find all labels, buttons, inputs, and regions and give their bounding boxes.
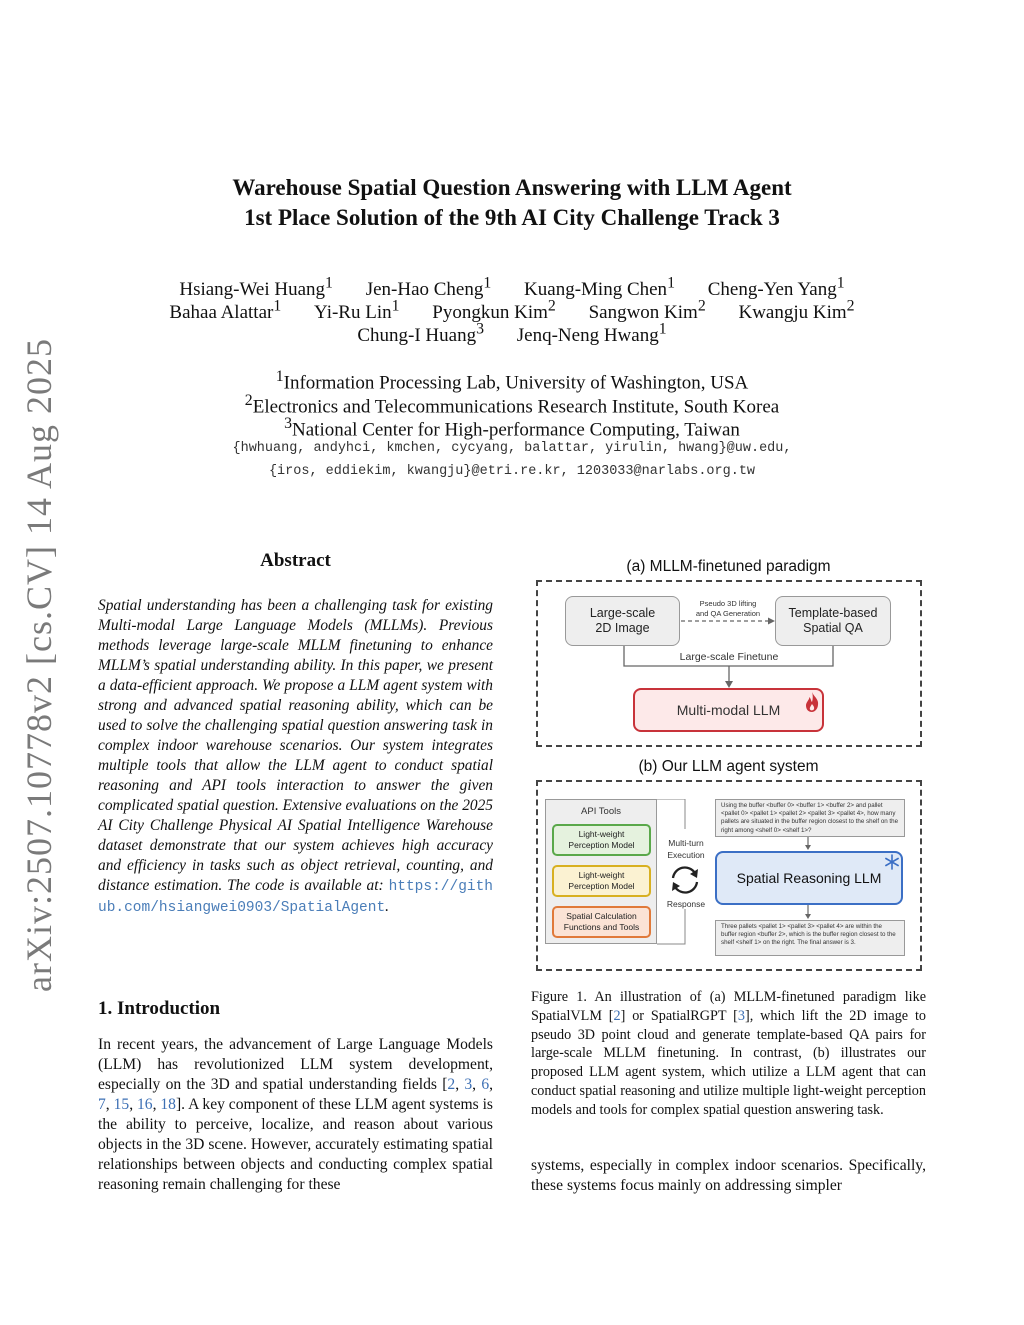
spatial-calc-tool: Spatial Calculation Functions and Tools: [552, 906, 651, 938]
author: Yi-Ru Lin$^1$: [314, 298, 400, 324]
figure-1-caption: Figure 1. An illustration of (a) MLLM-finetuned paradigm like SpatialVLM [2] or SpatialRGPT [3], which lift the 2D image to pseudo 3D point cloud and generate template-based QA pairs for large-scale MLLM finetuning. In contrast, (b) illustrates our proposed LLM agent system, which utilize a LLM agent that can conduct spatial reasoning and utilize multiple light-weight perception models and tools for complex spatial question answering task.: [531, 989, 926, 1118]
citation-link[interactable]: 18: [160, 1096, 176, 1113]
answer-box: Three pallets <pallet 1> <pallet 3> <pallet 4> are within the buffer region <buffer 2>, which is the buffer region closest to the shelf <shelf 1> on the right. The final answer is 3.: [715, 920, 905, 956]
intro-paragraph-right: systems, especially in complex indoor scenarios. Specifically, these systems focus mainly on addressing simpler: [531, 1157, 926, 1194]
large-scale-2d-image-box: Large-scale 2D Image: [565, 596, 680, 646]
author: Pyongkun Kim$^2$: [432, 298, 556, 324]
multimodal-llm-box: Multi-modal LLM: [633, 688, 824, 732]
author: Hsiang-Wei Huang$^1$: [179, 275, 333, 301]
author: Kuang-Ming Chen$^1$: [524, 275, 675, 301]
author: Kwangju Kim$^2$: [738, 298, 855, 324]
fire-icon: [803, 691, 821, 713]
multi-turn-label: Multi-turn Execution: [667, 838, 705, 860]
question-arrow: [803, 837, 813, 851]
panel-b-title: (b) Our LLM agent system: [638, 758, 819, 775]
paper-title-line2: 1st Place Solution of the 9th AI City Challenge Track 3: [244, 205, 780, 230]
authors-row3: [0, 318, 1024, 347]
citation-link[interactable]: 2: [447, 1076, 456, 1093]
affiliation: $^3$National Center for High-performance Computing, Taiwan: [284, 415, 740, 441]
abstract-body: Spatial understanding has been a challenging task for existing Multi-modal Large Language Models (MLLMs). Previous methods leverage large-scale MLLM finetuning to enhance MLLM’s spatial understanding ability. In this paper, we present a data-efficient approach. We propose a LLM agent system with strong and advanced spatial reasoning ability, which can be used to solve the challenging spatial question answering task in complex indoor warehouse scenarios. Our system integrates multiple tools that allow the LLM agent to conduct spatial reasoning and API tools interaction to answer the given complicated spatial question. Extensive evaluations on the 2025 AI City Challenge Physical AI Spatial Intelligence Warehouse dataset demonstrate that our system achieves high accuracy and efficiency in tasks such as object retrieval, counting, and distance estimation. The code is available at: https://github.com/hsiangwei0903/SpatialAgent.: [98, 597, 493, 916]
large-scale-finetune-label: Large-scale Finetune: [636, 651, 822, 663]
author: Sangwon Kim$^2$: [588, 298, 706, 324]
question-box: Using the buffer <buffer 0> <buffer 1> <buffer 2> and pallet <pallet 0> <pallet 1> <pallet 2> <pallet 3> <pallet 4>, how many pallets are situated in the buffer region closest to the shelf on the right among <shelf 0> <shelf 1>?: [715, 799, 905, 837]
citation-link[interactable]: 7: [98, 1096, 106, 1113]
paper-title-line1: Warehouse Spatial Question Answering with LLM Agent: [232, 175, 792, 200]
citation-link[interactable]: 15: [113, 1096, 130, 1113]
snowflake-icon: [884, 854, 900, 870]
affiliation: $^1$Information Processing Lab, University of Washington, USA: [275, 368, 749, 394]
emails-line1: {hwhuang, andyhci, kmchen, cycyang, balattar, yirulin, hwang}@uw.edu,: [232, 441, 792, 456]
author: Bahaa Alattar$^1$: [169, 298, 282, 324]
affiliation: $^2$Electronics and Telecommunications Research Institute, South Korea: [244, 392, 780, 418]
citation-link[interactable]: 6: [481, 1076, 490, 1093]
author: Jen-Hao Cheng$^1$: [365, 275, 492, 301]
api-tools-title: API Tools: [581, 806, 621, 817]
author: Jenq-Neng Hwang$^1$: [516, 321, 667, 347]
response-label: Response: [666, 899, 706, 909]
spatial-reasoning-llm-box: Spatial Reasoning LLM: [715, 851, 903, 905]
intro-paragraph: In recent years, the advancement of Large Language Models (LLM) has revolutionized LLM system development, especially on the 3D and spatial understanding fields [2, 3, 6, 7, 15, 16, 18]. A key component of these LLM agent systems is the ability to perceive, localize, and reason about various objects in the 3D scene. However, accurately estimating spatial relationships between objects and conducting complex spatial reasoning remain challenging for these: [98, 1036, 494, 1193]
arxiv-id: arXiv:2507.10778v2 [cs.CV] 14 Aug 2025: [19, 338, 59, 992]
citation-link[interactable]: 2: [613, 1007, 621, 1024]
intro-heading: 1. Introduction: [98, 998, 221, 1019]
template-spatial-qa-box: Template-based Spatial QA: [775, 596, 891, 646]
citation-link[interactable]: 3: [737, 1007, 745, 1024]
panel-a-title: (a) MLLM-finetuned paradigm: [626, 558, 831, 575]
pseudo-3d-label: Pseudo 3D lifting and QA Generation: [695, 599, 761, 618]
author: Chung-I Huang$^3$: [357, 321, 485, 347]
code-link[interactable]: https://github.com/hsiangwei0903/SpatialAgent: [98, 879, 493, 916]
perception-tool-green: Light-weight Perception Model: [552, 824, 651, 856]
tools-llm-connector: [655, 799, 717, 949]
citation-link[interactable]: 16: [136, 1096, 153, 1113]
abstract-heading: Abstract: [260, 550, 331, 571]
perception-tool-yellow: Light-weight Perception Model: [552, 865, 651, 897]
emails-line2: {iros, eddiekim, kwangju}@etri.re.kr, 1203033@narlabs.org.tw: [268, 464, 756, 479]
answer-arrow: [803, 905, 813, 920]
author: Cheng-Yen Yang$^1$: [707, 275, 845, 301]
citation-link[interactable]: 3: [464, 1076, 473, 1093]
